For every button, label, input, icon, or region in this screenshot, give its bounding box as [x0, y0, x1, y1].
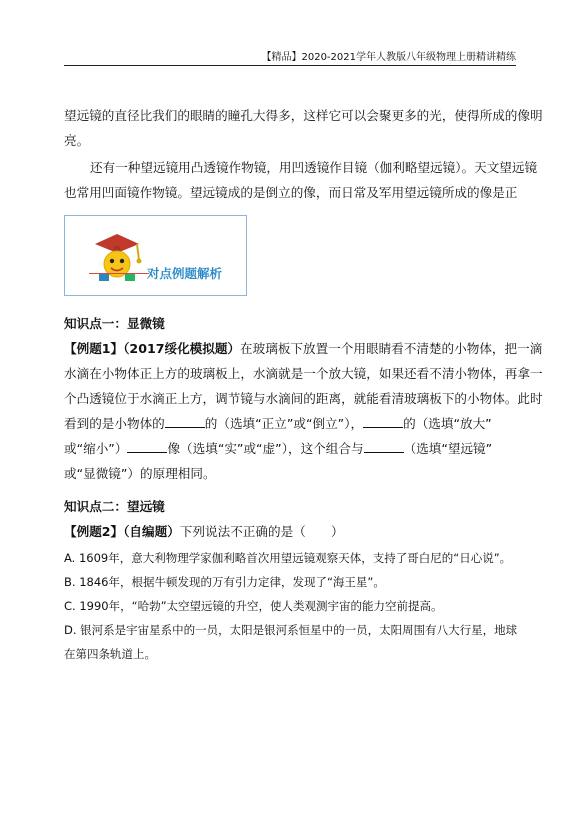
graduate-cartoon-icon: [87, 226, 147, 286]
paragraph-line: 亮。: [64, 133, 90, 148]
answer-blank[interactable]: [363, 415, 403, 428]
paragraph-line: 也常用凹面镜作物镜。望远镜成的是倒立的像，而日常及军用望远镜所成的像是正: [64, 185, 518, 200]
example-analysis-banner: [64, 215, 247, 296]
example-text: 的（选填“放大”: [403, 416, 492, 431]
example-1: [64, 336, 543, 486]
example-2-options: [64, 546, 516, 666]
banner-title: 对点例题解析: [147, 266, 223, 281]
page-header: 【精品】2020-2021学年人教版八年级物理上册精讲精练: [64, 48, 516, 66]
paragraph-line: 还有一种望远镜用凸透镜作物镜，用凹透镜作目镜（伽利略望远镜）。天文望远镜: [90, 160, 538, 175]
example-tag: 【例题1】（2017绥化模拟题）: [64, 341, 241, 356]
option-a: A. 1609年，意大利物理学家伽利略首次用望远镜观察天体，支持了哥白尼的“日心说”。: [64, 551, 512, 565]
paragraph-line: 望远镜的直径比我们的眼睛的瞳孔大得多，这样它可以会聚更多的光，使得所成的像明: [64, 108, 543, 123]
example-tag: 【例题2】（自编题）: [64, 524, 180, 539]
example-text: （选填“望远镜”: [403, 441, 493, 456]
example-text: 在玻璃板下放置一个用眼睛看不清楚的小物体，把一滴: [240, 341, 543, 356]
option-d-continued: 在第四条轨道上。: [64, 647, 156, 661]
example-text: 个凸透镜位于水滴正上方，调节镜与水滴间的距离，就能看清玻璃板下的小物体。此时: [64, 391, 543, 406]
example-text: 水滴在小物体正上方的玻璃板上，水滴就是一个放大镜，如果还看不清小物体，再拿一: [64, 366, 543, 381]
example-text: 看到的是小物体的: [64, 416, 165, 431]
paragraph-telescope-aperture: [64, 103, 543, 153]
banner-rule: [89, 273, 149, 274]
answer-blank[interactable]: [127, 440, 167, 453]
option-b: B. 1846年，根据牛顿发现的万有引力定律，发现了“海王星”。: [64, 575, 385, 589]
paragraph-galilean-telescope: [64, 155, 538, 205]
option-d: D. 银河系是宇宙星系中的一员，太阳是银河系恒星中的一员，太阳周围有八大行星，地球: [64, 623, 518, 637]
example-text: 的（选填“正立”或“倒立”），: [204, 416, 364, 431]
example-text: 下列说法不正确的是（ ）: [179, 524, 344, 539]
answer-blank[interactable]: [165, 415, 205, 428]
example-text: 像（选填“实”或“虚”），这个组合与: [167, 441, 364, 456]
option-c: C. 1990年，“哈勃”太空望远镜的升空，使人类观测宇宙的能力空前提高。: [64, 599, 443, 613]
section-heading-microscope: 知识点一：显微镜: [64, 316, 165, 331]
example-text: 或“显微镜”）的原理相同。: [64, 466, 216, 481]
example-text: 或“缩小”）: [64, 441, 128, 456]
section-heading-telescope: 知识点二：望远镜: [64, 499, 165, 514]
example-2-question: [64, 519, 516, 544]
answer-blank[interactable]: [364, 440, 404, 453]
